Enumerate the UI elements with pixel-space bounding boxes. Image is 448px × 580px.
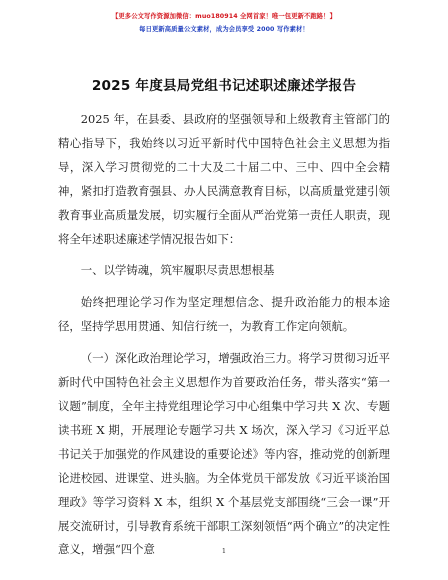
section-heading-1: 一、以学铸魂，筑牢履职尽责思想根基: [80, 263, 275, 278]
page-number: 1: [221, 547, 227, 555]
paragraph-spacer: [58, 283, 390, 291]
section-1-intro-paragraph: 始终把理论学习作为坚定理想信念、提升政治能力的根本途径，坚持学思用贯通、知信行统一，为教育工作定向领航。: [58, 295, 390, 334]
document-body: [58, 108, 390, 557]
paragraph-spacer: [58, 251, 390, 259]
promo-banner-line-1: 【更多公文写作资源加微信：muo180914 全网首家！唯一包更新不跑路！】: [112, 13, 336, 20]
intro-paragraph: 2025 年，在县委、县政府的坚强领导和上级教育主管部门的精心指导下，我始终以习近平新时代中国特色社会主义思想为指导，深入学习贯彻党的二十大及二十届二中、三中、四中全会精神，紧扣打造教育强县、办人民满意教育目标，以高质量党建引领教育事业高质量发展，切实履行全面从严治党第一责任人职责，现将全年述职述廉述学情况报告如下：: [58, 112, 390, 246]
paragraph-spacer: [58, 339, 390, 347]
promo-banner-line-2: 每日更新高质量公文素材，成为会员享受 2000 写作素材！: [139, 26, 309, 33]
subsection-1-paragraph: （一）深化政治理论学习，增强政治三力。将学习贯彻习近平新时代中国特色社会主义思想作为首要政治任务，带头落实“第一议题”制度，全年主持党组理论学习中心组集中学习共 X 次、专题读书班 X 期，开展理论专题学习共 X 场次，深入学习《习近平总书记关于加强党的作风建设的重要论述》等内容，推动党的创新理论进校园、进课堂、进头脑。为全体党员干部发放《习近平谈治国理政》等学习资料 X 本，组织 X 个基层党支部围绕“三会一课”开展交流研讨，引导教育系统干部职工深刻领悟“两个确立”的决定性意义，增强“四个意: [58, 351, 390, 557]
document-title: 2025 年度县局党组书记述职述廉述学报告: [91, 78, 357, 94]
